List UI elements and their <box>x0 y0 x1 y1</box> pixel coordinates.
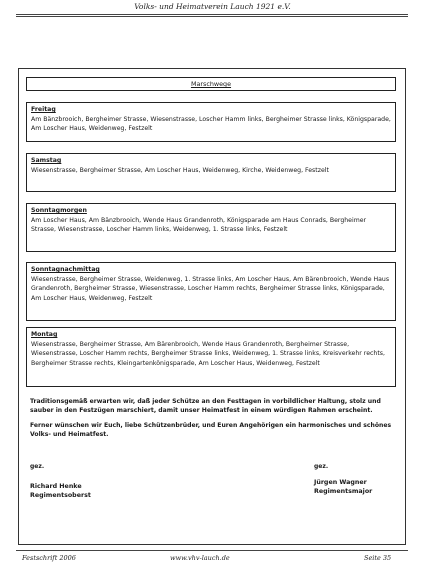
route-box-freitag <box>26 102 396 142</box>
footer-url: www.vhv-lauch.de <box>170 554 230 562</box>
route-box-montag <box>26 327 396 387</box>
page-header: Volks- und Heimatverein Lauch 1921 e.V. <box>134 2 291 11</box>
footer-rule <box>16 550 408 551</box>
header-rule <box>16 14 408 15</box>
route-text: Am Bänzbrooich, Bergheimer Strasse, Wiesenstrasse, Loscher Hamm links, Bergheimer Strasse links, Königsparade, Am Loscher Haus, Weidenweg, Festzelt <box>31 115 391 132</box>
day-label: Samstag <box>31 157 62 164</box>
route-box-sonntagmorgen <box>26 203 396 252</box>
route-text: Wiesenstrasse, Bergheimer Strasse, Am Loscher Haus, Weidenweg, Kirche, Weidenweg, Festzelt <box>31 166 329 174</box>
route-text: Am Loscher Haus, Am Bänzbrooich, Wende Haus Grandenroth, Königsparade am Haus Conrads, Bergheimer Strasse, Wiesenstrasse, Loscher Hamm links, Weidenweg, 1. Strasse links, Festzelt <box>31 216 367 233</box>
closing-paragraph-2: Ferner wünschen wir Euch, liebe Schützenbrüder, und Euren Angehörigen ein harmonisches und schönes Volks- und Heimatfest. <box>30 422 392 438</box>
header-rule-double <box>16 16 408 17</box>
signatory-role: Regimentsmajor <box>314 488 373 495</box>
route-box-sonntagnachmittag <box>26 262 396 321</box>
signatory-name: Jürgen Wagner <box>314 479 367 486</box>
day-label: Montag <box>31 331 58 338</box>
section-title-box <box>26 77 396 91</box>
day-label: Sonntagmorgen <box>31 207 87 214</box>
closing-paragraph-1: Traditionsgemäß erwarten wir, daß jeder Schütze an den Festtagen in vorbildlicher Haltung, stolz und sauber in den Festzügen marschiert, damit unser Heimatfest in einem würdigen Rahmen erscheint. <box>30 398 381 414</box>
route-text: Wiesenstrasse, Bergheimer Strasse, Weidenweg, 1. Strasse links, Am Loscher Haus, Am Bärenbrooich, Wende Haus Grandenroth, Bergheimer Strasse, Wiesenstrasse, Loscher Hamm rechts, Bergheimer Strasse links, Königsparade, Am Loscher Haus, Weidenweg, Festzelt <box>31 275 390 302</box>
footer-page-number: Seite 35 <box>364 554 392 562</box>
signatory-name: Richard Henke <box>30 483 82 490</box>
day-label: Freitag <box>31 106 56 113</box>
day-label: Sonntagnachmittag <box>31 266 100 273</box>
signature-gez-left: gez. <box>30 463 45 470</box>
signature-right <box>314 478 372 496</box>
footer-left: Festschrift 2006 <box>22 554 76 562</box>
route-box-samstag <box>26 153 396 192</box>
signatory-role: Regimentsoberst <box>30 492 91 499</box>
section-title: Marschwege <box>190 80 232 88</box>
route-text: Wiesenstrasse, Bergheimer Strasse, Am Bärenbrooich, Wende Haus Grandenroth, Bergheimer Strasse, Wiesenstrasse, Loscher Hamm rechts, Bergheimer Strasse links, Weidenweg, 1. Strasse links, Kreisverkehr rechts, Bergheimer Strasse rechts, Kleingartenkönigsparade, Am Loscher Haus, Weidenweg, Festzelt <box>31 340 385 367</box>
signature-gez-right: gez. <box>314 463 329 470</box>
closing-text <box>30 397 392 445</box>
signature-left <box>30 482 91 500</box>
